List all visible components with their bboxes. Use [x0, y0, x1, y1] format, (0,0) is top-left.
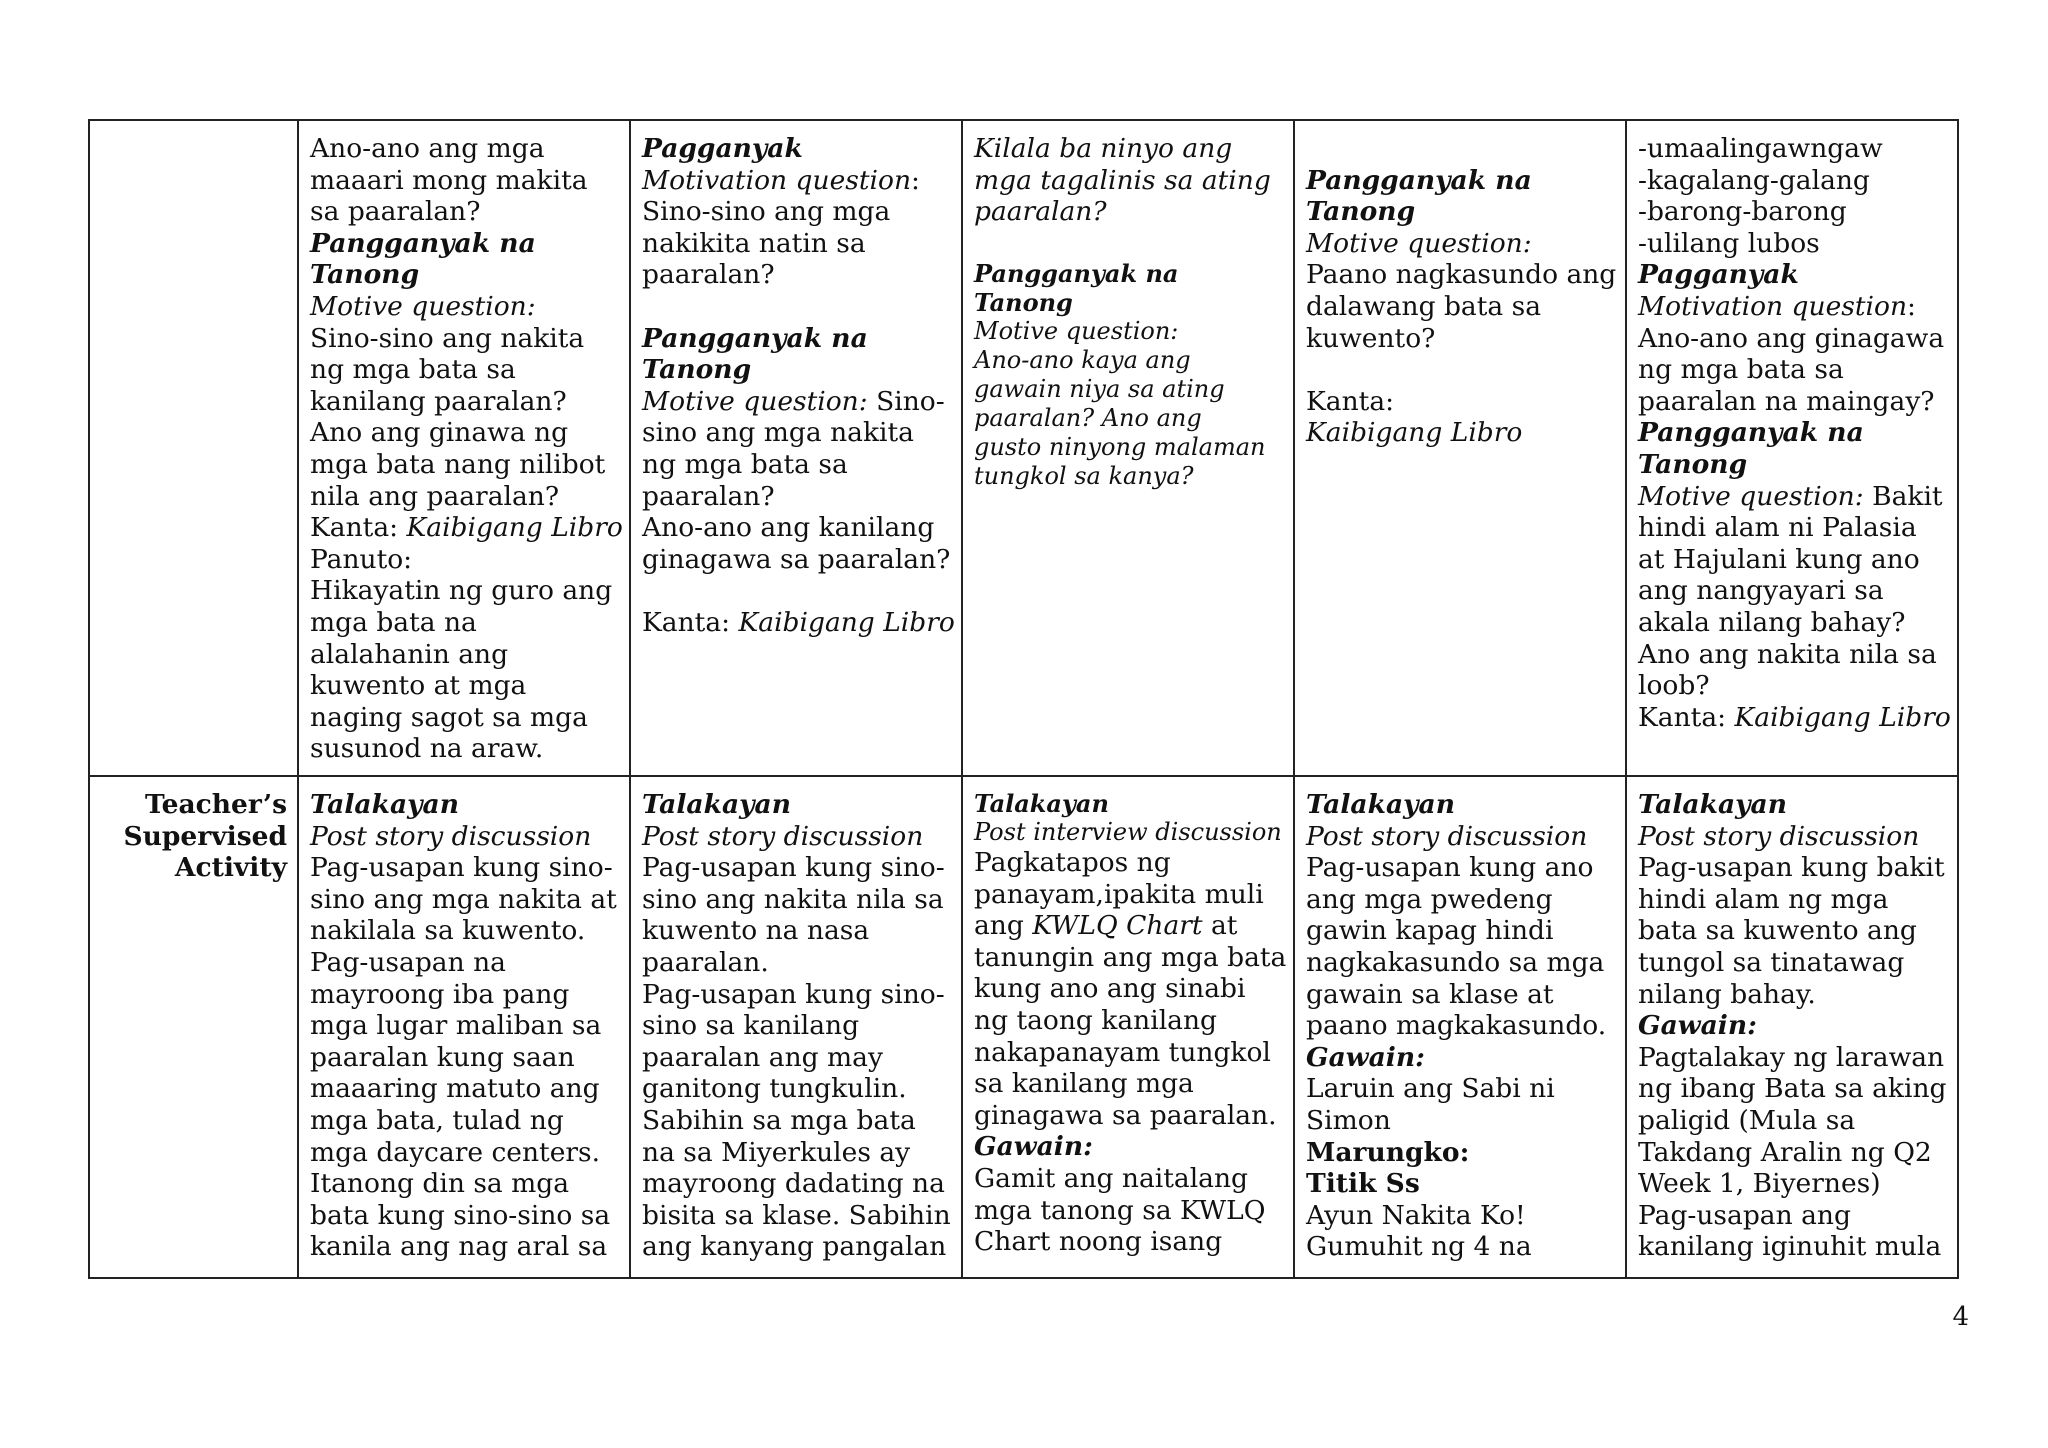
cell-text-line: paligid (Mula sa	[1638, 1104, 1856, 1136]
row-label-teachers-supervised-activity	[89, 776, 298, 1278]
cell-text-line: Tanong	[310, 259, 420, 291]
cell-text-line: ang kanyang pangalan	[642, 1231, 947, 1263]
cell-text-line: Motive question:	[1306, 227, 1532, 259]
cell-text-line: Titik Ss	[1306, 1168, 1420, 1200]
cell-text-line: -ulilang lubos	[1638, 227, 1820, 259]
cell-text-line: tungkol sa kanya?	[974, 462, 1194, 491]
cell-text-line: ginagawa sa paaralan.	[974, 1099, 1277, 1131]
cell-text-line: Pangganyak na	[1638, 417, 1864, 449]
cell-text-line: gawain sa klase at	[1306, 978, 1554, 1010]
cell-text-line: nagkakasundo sa mga	[1306, 946, 1605, 978]
cell-text-line: susunod na araw.	[310, 733, 544, 765]
cell-text-line: paaralan na maingay?	[1638, 385, 1935, 417]
cell-text-line	[642, 606, 955, 639]
cell-text-line: paaralan.	[642, 946, 769, 978]
cell-text-line: ng taong kanilang	[974, 1004, 1218, 1036]
row-label-line: Activity	[174, 852, 287, 884]
table-row	[89, 776, 1958, 1278]
cell-text-line: maaaring matuto ang	[310, 1073, 600, 1105]
table-cell	[298, 776, 630, 1278]
cell-text-line: mga daycare centers.	[310, 1136, 601, 1168]
cell-text-line: Itanong din sa mga	[310, 1168, 570, 1200]
cell-text-line: maaari mong makita	[310, 164, 588, 196]
cell-text-line: Pangganyak na	[974, 259, 1179, 289]
cell-text-line: Tanong	[1306, 196, 1416, 228]
cell-text-line: Tanong	[642, 354, 752, 386]
cell-text-line: ang mga pwedeng	[1306, 883, 1553, 915]
cell-text-line: Sino-sino ang nakita	[310, 322, 585, 354]
cell-text-line: Pagtalakay ng larawan	[1638, 1041, 1945, 1073]
table-cell	[630, 776, 962, 1278]
cell-text-line: Chart noong isang	[974, 1226, 1223, 1258]
cell-text-line: sino ang nakita nila sa	[642, 883, 944, 915]
cell-text-line: -umaalingawngaw	[1638, 133, 1883, 164]
cell-text-line: Gawain:	[1638, 1010, 1757, 1042]
row-label-line: Supervised	[123, 820, 287, 852]
text-run: Kaibigang Libro	[738, 606, 955, 638]
cell-text-line: Week 1, Biyernes)	[1638, 1168, 1881, 1200]
cell-text-line: gusto ninyong malaman	[974, 433, 1266, 462]
cell-text-line: ginagawa sa paaralan?	[642, 543, 951, 575]
cell-text-line: ng mga bata sa	[642, 448, 848, 480]
cell-text-line: kung ano ang sinabi	[974, 973, 1246, 1005]
text-run: Kaibigang Libro	[406, 512, 623, 544]
cell-text-line: Sabihin sa mga bata	[642, 1104, 916, 1136]
cell-text-line: sino ang mga nakita	[642, 417, 914, 449]
cell-text-line: loob?	[1638, 670, 1710, 702]
cell-text-line: Talakayan	[974, 789, 1109, 818]
blank-line	[642, 575, 951, 607]
cell-text-line: Pangganyak na	[310, 227, 536, 259]
table-cell	[630, 120, 962, 776]
text-run: Sino-	[867, 385, 945, 417]
cell-text-line: sino sa kanilang	[642, 1010, 860, 1042]
cell-text-line	[310, 512, 623, 544]
table-cell	[1626, 120, 1958, 776]
cell-text-line: Pag-usapan kung sino-	[642, 978, 945, 1010]
cell-text-line: nakapanayam tungkol	[974, 1036, 1271, 1068]
cell-text-line: sa kanilang mga	[974, 1068, 1194, 1100]
cell-text-line: bata sa kuwento ang	[1638, 915, 1917, 947]
cell-text-line: Pangganyak na	[1306, 164, 1532, 196]
text-run: Kanta:	[310, 512, 407, 544]
table-cell	[962, 120, 1294, 776]
cell-text-line: kanila ang nag aral sa	[310, 1231, 608, 1263]
text-run: Bakit	[1863, 480, 1943, 512]
cell-text-line: Ano-ano ang ginagawa	[1638, 322, 1945, 354]
text-run: at	[1202, 910, 1238, 942]
cell-text-line: nilang bahay.	[1638, 978, 1816, 1010]
cell-text-line	[1638, 481, 1947, 513]
cell-text-line: Paano nagkasundo ang	[1306, 259, 1617, 291]
cell-text-line: mayroong iba pang	[310, 978, 570, 1010]
cell-text-line: akala nilang bahay?	[1638, 606, 1906, 638]
cell-text-line: Pag-usapan kung ano	[1306, 852, 1594, 884]
cell-text-line: hindi alam ng mga	[1638, 883, 1889, 915]
cell-text-line: mga bata na	[310, 606, 477, 638]
cell-text-line: Post story discussion	[642, 820, 924, 852]
cell-text-line: ng mga bata sa	[310, 354, 516, 386]
cell-text-line: Pagganyak	[1638, 259, 1799, 291]
text-run: :	[1907, 290, 1916, 322]
cell-text-line: Panuto:	[310, 543, 413, 575]
lesson-plan-table	[88, 119, 1959, 1279]
cell-text-line: mga tagalinis sa ating	[974, 164, 1271, 196]
cell-text-line: Post interview discussion	[974, 818, 1282, 846]
cell-text-line: paaralan?	[974, 196, 1107, 228]
cell-text-line	[1638, 291, 1947, 323]
text-run: Motive question:	[642, 385, 868, 417]
cell-text-line: nakikita natin sa	[642, 227, 866, 259]
text-run: Motivation question	[642, 164, 912, 196]
cell-text-line: Sino-sino ang mga	[642, 196, 891, 228]
cell-text-line: mga tanong sa KWLQ	[974, 1194, 1266, 1226]
text-run: Kanta:	[642, 606, 739, 638]
cell-text-line: mayroong dadating na	[642, 1168, 945, 1200]
cell-text-line: at Hajulani kung ano	[1638, 543, 1920, 575]
cell-text-line: ng mga bata sa	[1638, 354, 1844, 386]
cell-text-line: Pag-usapan ang	[1638, 1199, 1851, 1231]
text-run: Motive question:	[1638, 480, 1864, 512]
cell-text-line: naging sagot sa mga	[310, 701, 588, 733]
cell-text-line: bisita sa klase. Sabihin	[642, 1199, 951, 1231]
cell-text-line: ang nangyayari sa	[1638, 575, 1884, 607]
cell-text-line: paaralan? Ano ang	[974, 404, 1202, 433]
cell-text-line: gawain niya sa ating	[974, 375, 1225, 404]
table-cell	[1626, 776, 1958, 1278]
cell-text-line: Pag-usapan na	[310, 946, 506, 978]
cell-text-line: kanilang iginuhit mula	[1638, 1231, 1942, 1263]
cell-text-line: Ano-ano kaya ang	[974, 346, 1191, 375]
cell-text-line: nakilala sa kuwento.	[310, 915, 586, 947]
cell-text-line: kuwento?	[1306, 322, 1436, 354]
cell-text-line: na sa Miyerkules ay	[642, 1136, 911, 1168]
cell-text-line: sa paaralan?	[310, 196, 481, 228]
cell-text-line: Tanong	[1638, 448, 1748, 480]
cell-text-line: -barong-barong	[1638, 196, 1847, 228]
cell-text-line: mga bata, tulad ng	[310, 1104, 564, 1136]
cell-text-line: kanilang paaralan?	[310, 385, 567, 417]
cell-text-line: Talakayan	[310, 789, 459, 820]
cell-text-line: Motive question:	[974, 317, 1179, 346]
cell-text-line: Takdang Aralin ng Q2	[1638, 1136, 1932, 1168]
cell-text-line: Ano-ano ang mga	[310, 133, 545, 164]
cell-text-line: Pag-usapan kung bakit	[1638, 852, 1945, 884]
cell-text-line	[642, 386, 951, 418]
cell-text-line: dalawang bata sa	[1306, 290, 1542, 322]
text-run: :	[911, 164, 920, 196]
cell-text-line: Gamit ang naitalang	[974, 1162, 1248, 1194]
cell-text-line: ng ibang Bata sa aking	[1638, 1073, 1947, 1105]
cell-text-line: Tanong	[974, 288, 1073, 318]
cell-text-line: paano magkakasundo.	[1306, 1010, 1607, 1042]
cell-text-line: paaralan?	[642, 480, 775, 512]
cell-text-line: alalahanin ang	[310, 638, 509, 670]
cell-text-line: kuwento na nasa	[642, 915, 870, 947]
cell-text-line	[642, 165, 951, 197]
cell-text-line: mga bata nang nilibot	[310, 448, 606, 480]
blank-line	[642, 291, 951, 323]
cell-text-line: Ano-ano ang kanilang	[642, 512, 935, 544]
cell-text-line: ganitong tungkulin.	[642, 1073, 907, 1105]
cell-text-line: nila ang paaralan?	[310, 480, 560, 512]
cell-text-line: Pag-usapan kung sino-	[642, 852, 945, 884]
blank-line	[1306, 133, 1615, 165]
cell-text-line: Post story discussion	[1638, 820, 1920, 852]
cell-text-line: -kagalang-galang	[1638, 164, 1870, 196]
cell-text-line: Post story discussion	[1306, 820, 1588, 852]
table-cell	[298, 120, 630, 776]
table-cell	[962, 776, 1294, 1278]
cell-text-line: Simon	[1306, 1104, 1391, 1136]
cell-text-line: kuwento at mga	[310, 670, 527, 702]
cell-text-line	[974, 910, 1283, 942]
cell-text-line: Kaibigang Libro	[1306, 417, 1523, 449]
cell-text-line: Motive question:	[310, 290, 536, 322]
page-number: 4	[1952, 1302, 1969, 1332]
cell-text-line: Post story discussion	[310, 820, 592, 852]
cell-text-line: paaralan?	[642, 259, 775, 291]
text-run: Kanta:	[1638, 701, 1735, 733]
cell-text-line: Pangganyak na	[642, 322, 868, 354]
cell-text-line: Gawain:	[974, 1131, 1093, 1163]
cell-text-line: Pagkatapos ng	[974, 847, 1171, 878]
cell-text-line: Gumuhit ng 4 na	[1306, 1231, 1532, 1263]
cell-text-line: Marungko:	[1306, 1136, 1470, 1168]
text-run: KWLQ Chart	[1032, 910, 1203, 942]
cell-text-line: Ano ang ginawa ng	[310, 417, 569, 449]
cell-text-line: bata kung sino-sino sa	[310, 1199, 611, 1231]
cell-text-line: Pagganyak	[642, 133, 803, 164]
cell-text-line: tungol sa tinatawag	[1638, 946, 1905, 978]
cell-text-line: Kanta:	[1306, 385, 1395, 417]
cell-text-line: paaralan kung saan	[310, 1041, 575, 1073]
cell-text-line: Talakayan	[1638, 789, 1787, 820]
text-run: Kaibigang Libro	[1734, 701, 1951, 733]
blank-line	[1306, 354, 1615, 386]
cell-text-line: Talakayan	[642, 789, 791, 820]
row-label-cell-empty	[89, 120, 298, 776]
cell-text-line: Talakayan	[1306, 789, 1455, 820]
cell-text-line: tanungin ang mga bata	[974, 941, 1287, 973]
text-run: Motivation question	[1638, 290, 1908, 322]
cell-text-line: mga lugar maliban sa	[310, 1010, 602, 1042]
cell-text-line: paaralan ang may	[642, 1041, 883, 1073]
cell-text-line: gawin kapag hindi	[1306, 915, 1554, 947]
cell-text-line: Laruin ang Sabi ni	[1306, 1073, 1555, 1105]
cell-text-line: sino ang mga nakita at	[310, 883, 617, 915]
text-run: ang	[974, 910, 1033, 942]
table-cell	[1294, 776, 1626, 1278]
blank-line	[974, 228, 1283, 260]
cell-text-line: Hikayatin ng guro ang	[310, 575, 613, 607]
cell-text-line: Ano ang nakita nila sa	[1638, 638, 1937, 670]
cell-text-line: hindi alam ni Palasia	[1638, 512, 1917, 544]
cell-text-line: panayam,ipakita muli	[974, 878, 1264, 910]
cell-text-line: Ayun Nakita Ko!	[1306, 1199, 1526, 1231]
table-cell	[1294, 120, 1626, 776]
row-label-line: Teacher’s	[144, 789, 287, 820]
cell-text-line: Pag-usapan kung sino-	[310, 852, 613, 884]
cell-text-line: Kilala ba ninyo ang	[974, 133, 1233, 164]
cell-text-line	[1638, 701, 1951, 734]
cell-text-line: Gawain:	[1306, 1041, 1425, 1073]
table-row	[89, 120, 1958, 776]
